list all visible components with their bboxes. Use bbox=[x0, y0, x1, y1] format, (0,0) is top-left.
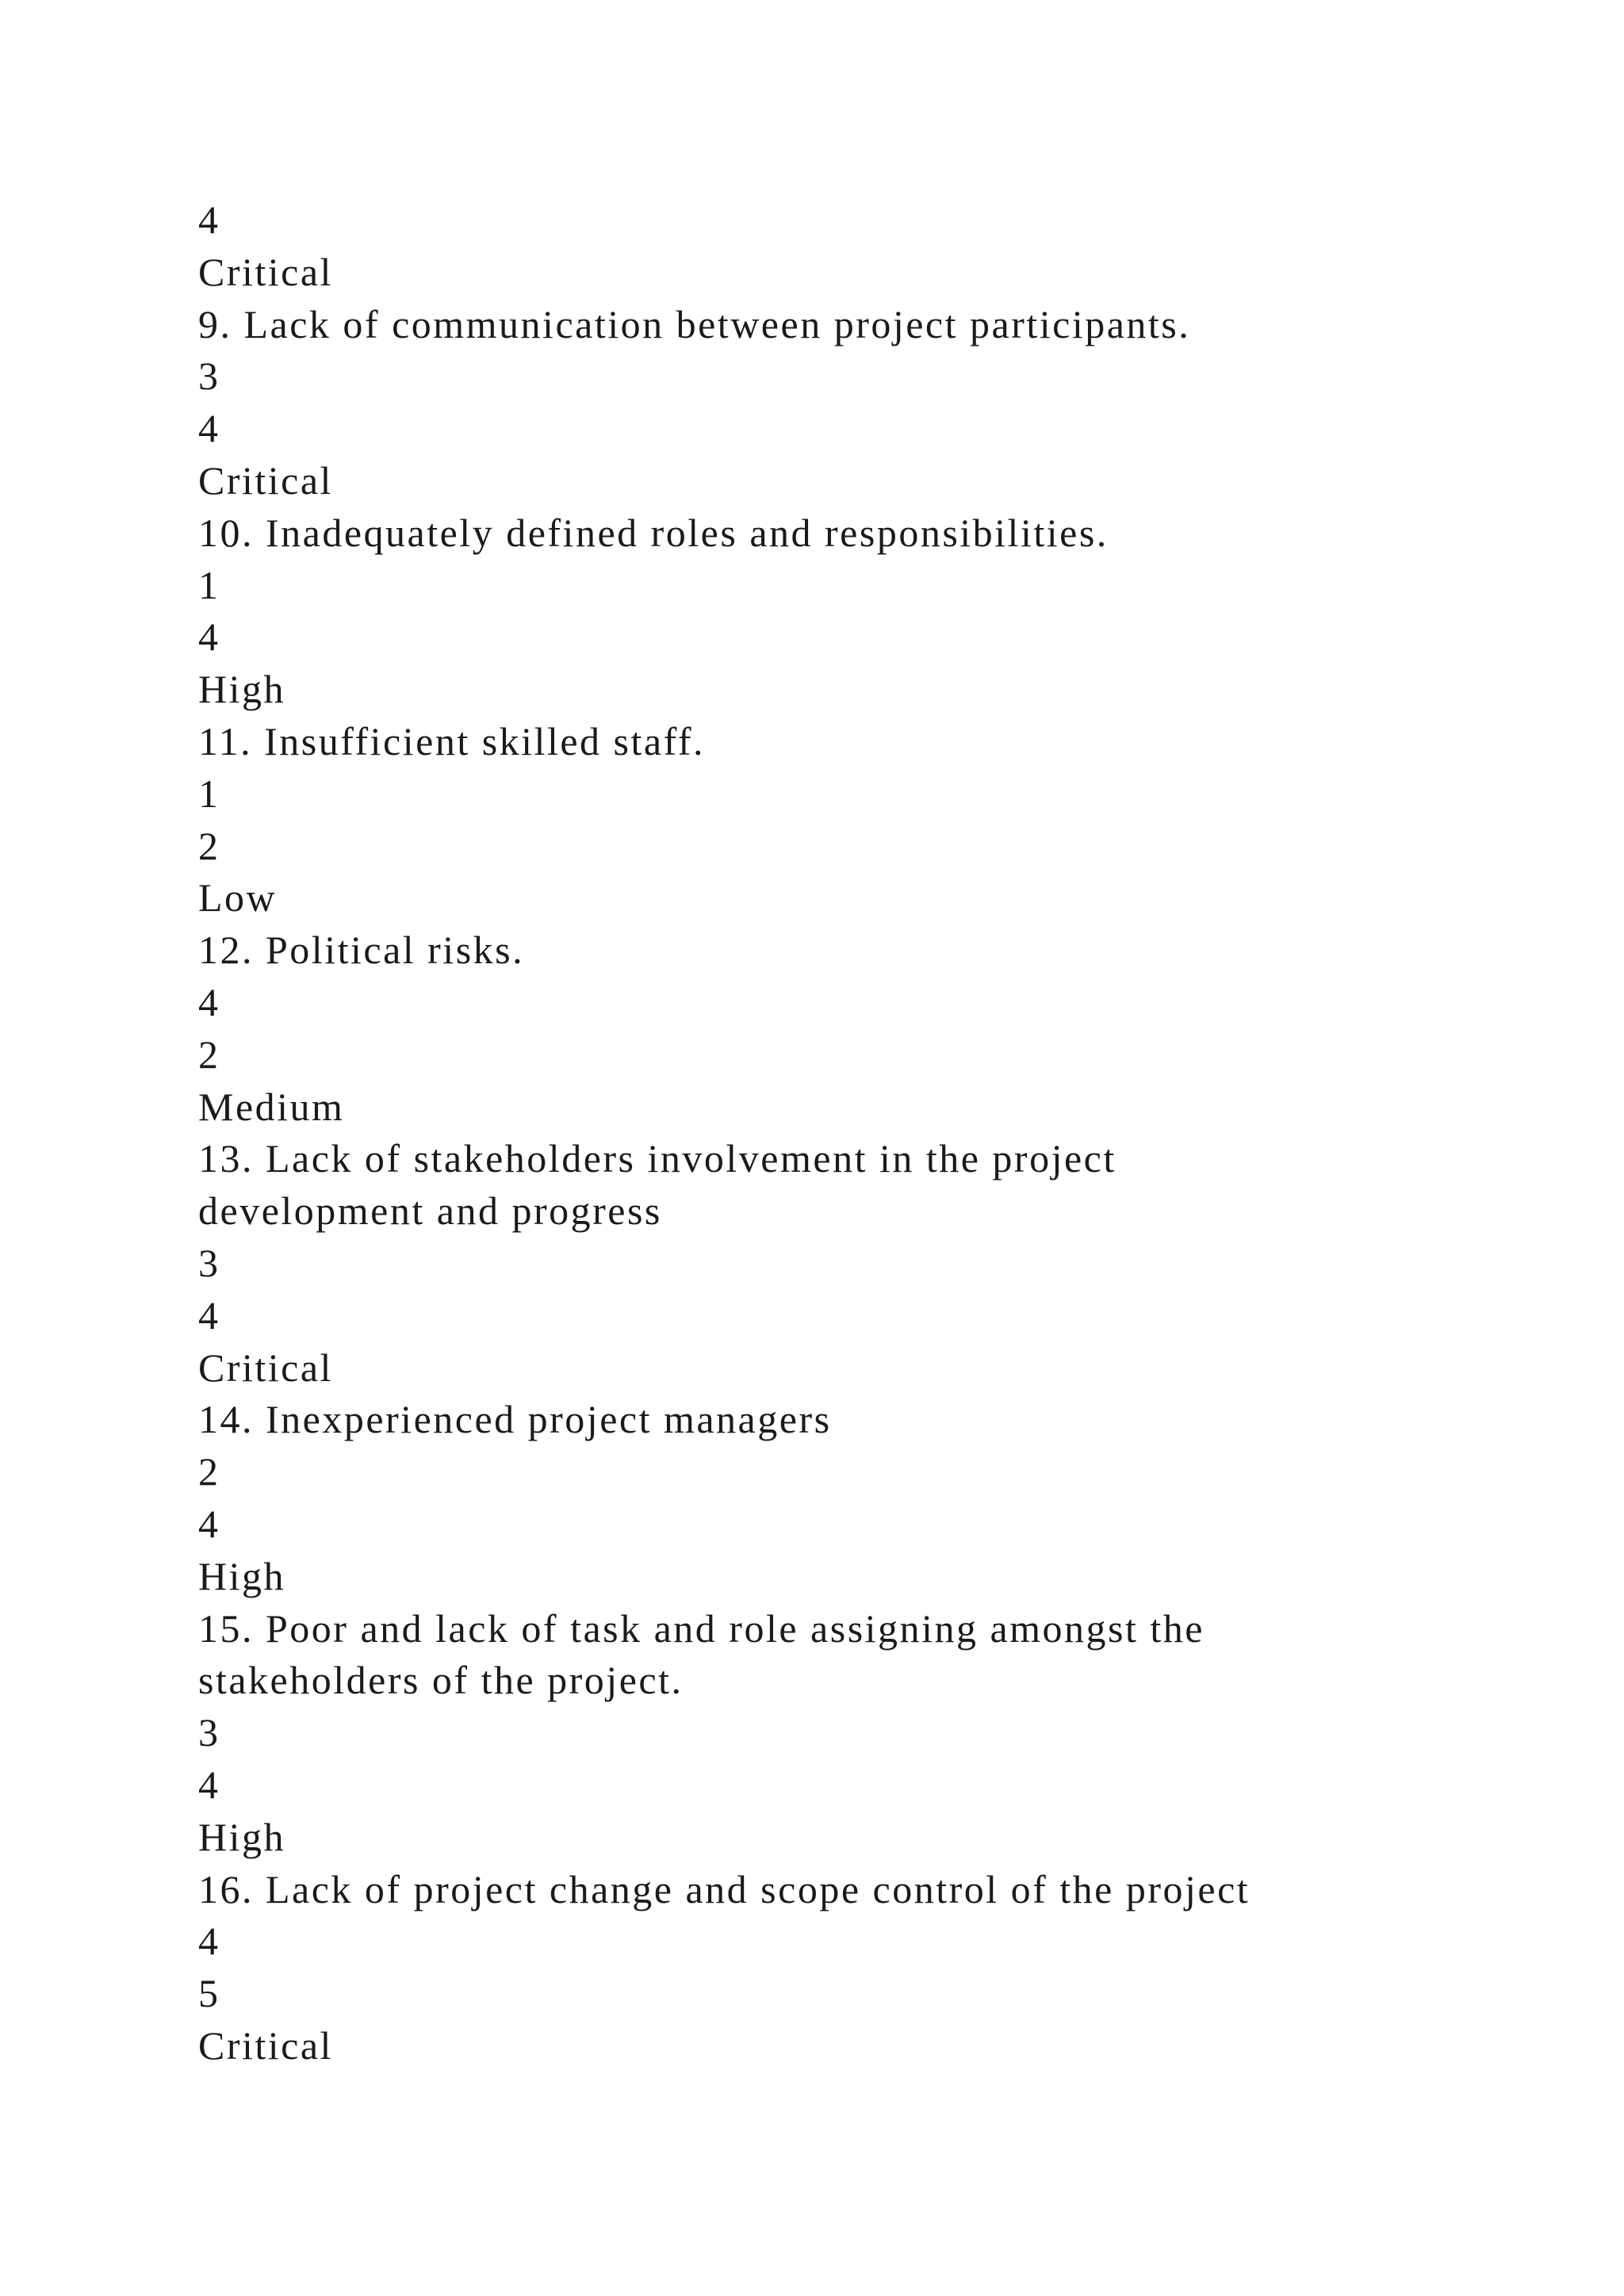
risk-item-15-continued: stakeholders of the project. bbox=[198, 1658, 684, 1703]
risk-rating: High bbox=[198, 1553, 285, 1598]
impact-value: 5 bbox=[198, 1971, 220, 2016]
risk-item-16: 16. Lack of project change and scope control of the project bbox=[198, 1866, 1251, 1911]
document-body bbox=[198, 194, 1435, 2072]
impact-value: 4 bbox=[198, 614, 220, 660]
risk-rating: Critical bbox=[198, 457, 333, 503]
risk-item-9: 9. Lack of communication between project participants. bbox=[198, 301, 1191, 346]
impact-value: 4 bbox=[198, 1501, 220, 1546]
likelihood-value: 3 bbox=[198, 354, 220, 399]
impact-value: 4 bbox=[198, 1762, 220, 1807]
risk-item-15: 15. Poor and lack of task and role assigning amongst the bbox=[198, 1605, 1205, 1651]
likelihood-value: 3 bbox=[198, 1240, 220, 1285]
risk-rating: Critical bbox=[198, 2022, 333, 2068]
risk-item-14: 14. Inexperienced project managers bbox=[198, 1397, 832, 1442]
likelihood-value: 4 bbox=[198, 979, 220, 1024]
impact-value: 2 bbox=[198, 823, 220, 868]
likelihood-value: 3 bbox=[198, 1710, 220, 1755]
risk-rating: Critical bbox=[198, 1345, 333, 1390]
risk-rating: High bbox=[198, 667, 285, 712]
risk-rating: Low bbox=[198, 875, 278, 920]
risk-item-11: 11. Insufficient skilled staff. bbox=[198, 718, 705, 763]
risk-rating: High bbox=[198, 1814, 285, 1859]
risk-item-13-continued: development and progress bbox=[198, 1188, 662, 1234]
risk-item-13: 13. Lack of stakeholders involvement in the project bbox=[198, 1136, 1116, 1181]
impact-value: 4 bbox=[198, 197, 220, 242]
likelihood-value: 4 bbox=[198, 1919, 220, 1964]
impact-value: 4 bbox=[198, 1292, 220, 1337]
risk-rating: Critical bbox=[198, 249, 333, 294]
risk-item-12: 12. Political risks. bbox=[198, 928, 525, 973]
risk-item-10: 10. Inadequately defined roles and responsibilities. bbox=[198, 510, 1109, 555]
risk-rating: Medium bbox=[198, 1084, 345, 1129]
likelihood-value: 1 bbox=[198, 771, 220, 816]
impact-value: 4 bbox=[198, 406, 220, 451]
likelihood-value: 2 bbox=[198, 1449, 220, 1494]
likelihood-value: 1 bbox=[198, 562, 220, 607]
impact-value: 2 bbox=[198, 1031, 220, 1077]
